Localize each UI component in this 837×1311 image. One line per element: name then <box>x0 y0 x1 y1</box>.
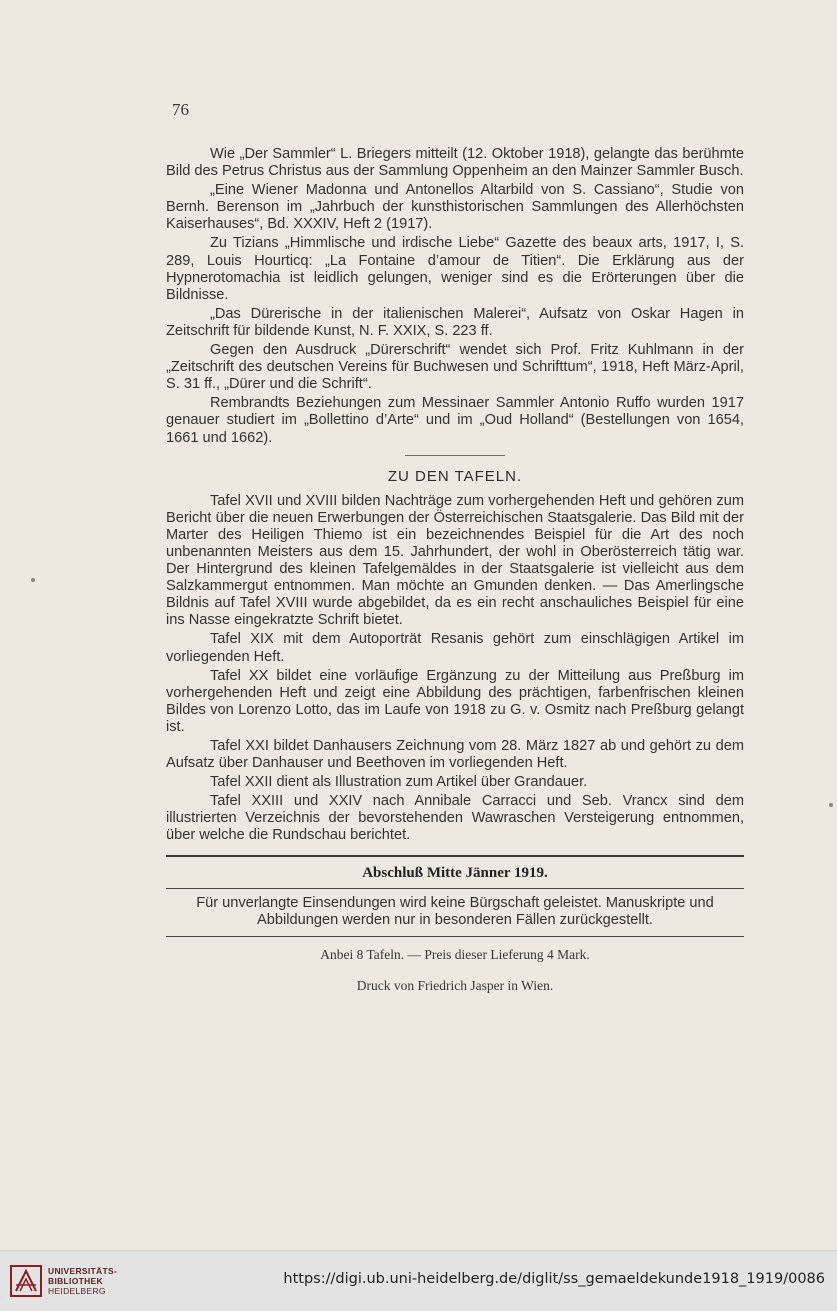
tafel-paragraph: Tafel XXII dient als Illustration zum Artikel über Grandauer. <box>210 774 588 791</box>
page-number: 76 <box>172 100 189 119</box>
paragraph: Gegen den Ausdruck „Dürerschrift“ wendet sich Prof. Fritz Kuhlmann in der „Zeitschrift des deutschen Vereins für Buchwesen und Schrifttum“, 1918, Heft März-April, S. 31 ff., „Dürer und die Schrift“. <box>166 342 744 393</box>
enclosure-note: Anbei 8 Tafeln. — Preis dieser Lieferung 4 Mark. <box>320 946 590 962</box>
tafel-paragraph: Tafel XXIII und XXIV nach Annibale Carracci und Seb. Vrancx sind dem illustrierten Verzeichnis der bevorstehenden Wawraschen Versteigerung entnommen, über welche die Rundschau berichtet. <box>166 793 744 844</box>
library-name-line: HEIDELBERG <box>48 1286 106 1296</box>
rule-bottom <box>166 936 744 937</box>
closing-notice: Abschluß Mitte Jänner 1919. <box>362 864 548 881</box>
library-name-line: UNIVERSITÄTS- <box>48 1266 118 1276</box>
printer-note: Druck von Friedrich Jasper in Wien. <box>356 977 554 993</box>
paragraph: Wie „Der Sammler“ L. Briegers mitteilt (12. Oktober 1918), gelangte das berühmte Bild des Petrus Christus aus der Sammlung Oppenheim an den Mainzer Sammler Busch. <box>166 146 744 180</box>
tafel-paragraph: Tafel XIX mit dem Autoporträt Resanis gehört zum einschlägigen Artikel im vorliegenden Heft. <box>166 631 744 665</box>
rule-top <box>166 855 744 857</box>
library-name[interactable] <box>48 1266 117 1296</box>
scan-speck <box>31 578 35 582</box>
viewer-footer-bar <box>0 1250 837 1311</box>
paragraph: „Eine Wiener Madonna und Antonellos Altarbild von S. Cassiano“, Studie von Bernh. Berenson im „Jahrbuch der kunsthistorischen Sammlungen des Allerhöchsten Kaiserhauses“, Bd. XXXIV, Heft 2 (1917). <box>166 182 744 233</box>
paragraph: Rembrandts Beziehungen zum Messinaer Sammler Antonio Ruffo wurden 1917 genauer studiert im „Bollettino d’Arte“ und im „Oud Holland“ (Bestellungen von 1654, 1661 und 1662). <box>166 395 744 446</box>
paragraph: „Das Dürerische in der italienischen Malerei“, Aufsatz von Oskar Hagen in Zeitschrift für bildende Kunst, N. F. XXIX, S. 223 ff. <box>166 305 744 339</box>
tafel-paragraph: Tafel XVII und XVIII bilden Nachträge zum vorhergehenden Heft und gehören zum Bericht über die neuen Erwerbungen der Österreichischen Staatsgalerie. Das Bild mit der Marter des Heiligen Thiemo ist ein bezeichnendes Beispiel für die Art des noch unbenannten Meisters aus dem 15. Jahrhundert, der wohl in Oberösterreich tätig war. Der Hintergrund des kleinen Tafelgemäldes in der Staatsgalerie ist vielleicht aus dem Salzkammergut entnommen. Man möchte an Gmunden denken. — Das Amerlingsche Bildnis auf Tafel XVIII wurde abgebildet, da es ein recht anschauliches Beispiel für eine ins Nasse eingekratzte Schrift bietet. <box>166 492 744 629</box>
section-heading: ZU DEN TAFELN. <box>387 467 523 485</box>
disclaimer: Für unverlangte Einsendungen wird keine Bürgschaft geleistet. Manuskripte und Abbildungen werden nur in besonderen Fällen zurückgestellt. <box>196 894 714 929</box>
page-body <box>166 146 744 994</box>
library-name-line: BIBLIOTHEK <box>48 1276 103 1286</box>
tafel-paragraph: Tafel XX bildet eine vorläufige Ergänzung zu der Mitteilung aus Preßburg im vorhergehenden Heft und zeigt eine Abbildung des prächtigen, farbenfrischen kleinen Bildes von Lorenzo Lotto, das im Laufe von 1918 zu G. v. Osmitz nach Preßburg gelangt ist. <box>166 667 744 735</box>
scan-speck <box>829 803 833 807</box>
tafel-paragraph: Tafel XXI bildet Danhausers Zeichnung vom 28. März 1827 ab und gehört zu dem Aufsatz über Danhauser und Beethoven im vorliegenden Heft. <box>166 738 744 772</box>
heidelberg-library-logo-icon[interactable] <box>10 1265 42 1297</box>
paragraph: Zu Tizians „Himmlische und irdische Liebe“ Gazette des beaux arts, 1917, I, S. 289, Louis Hourticq: „La Fontaine d’amour de Titien“. Die Erklärung aus der Hypnerotomachia ist leidlich gelungen, weniger sind es die Erörterungen über die Bildnisse. <box>166 235 744 303</box>
section-divider <box>405 455 505 456</box>
permalink-url[interactable]: https://digi.ub.uni-heidelberg.de/diglit/ss_gemaeldekunde1918_1919/0086 <box>283 1271 825 1287</box>
